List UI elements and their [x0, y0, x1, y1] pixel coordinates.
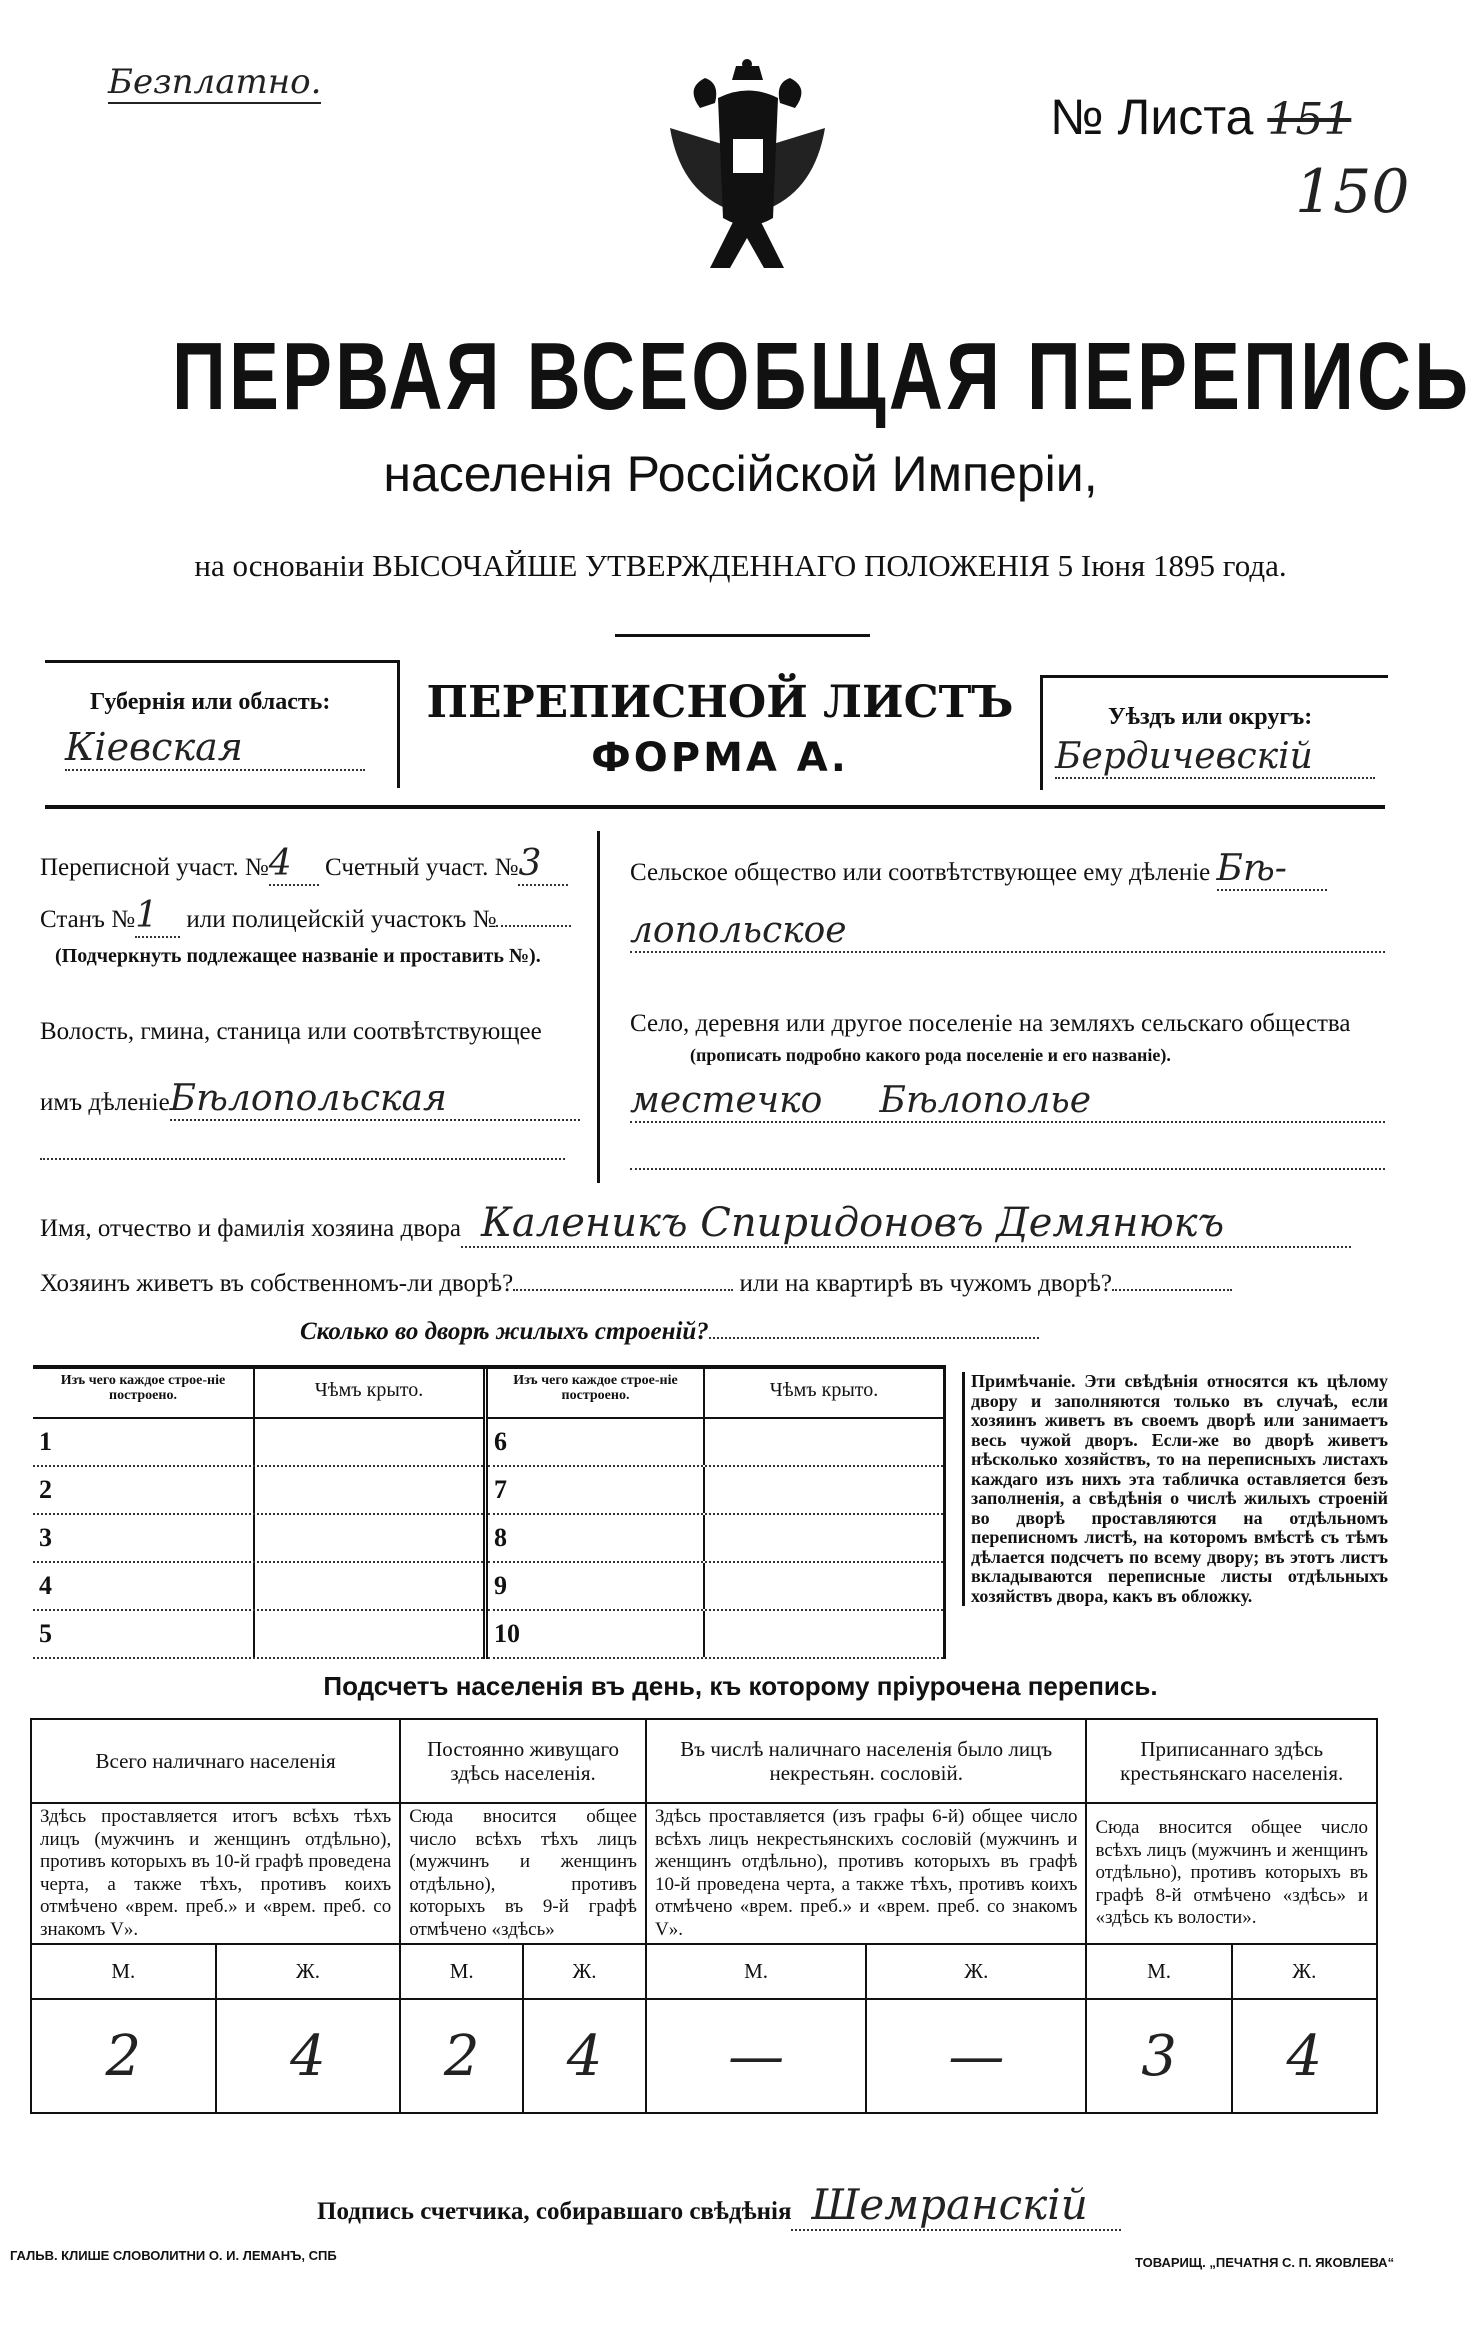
female-label: Ж. — [216, 1944, 401, 1999]
police-label: или полицейскій участокъ № — [186, 906, 497, 933]
roof-cell[interactable] — [703, 1419, 943, 1465]
printer-right: ТОВАРИЩ. „ПЕЧАТНЯ С. П. ЯКОВЛЕВА“ — [1135, 2255, 1395, 2270]
volost-label-2: имъ дѣленіе — [40, 1089, 170, 1116]
column-divider — [597, 831, 600, 1183]
building-number: 2 — [39, 1475, 52, 1504]
stan-note: (Подчеркнуть подлежащее названіе и проставить №). — [55, 945, 541, 967]
building-row — [488, 1419, 943, 1467]
roof-cell[interactable] — [703, 1515, 943, 1561]
subtitle: населенія Россійской Имперіи, — [383, 446, 1098, 502]
own-yard-label: Хозяинъ живетъ въ собственномъ-ли дворѣ? — [40, 1270, 514, 1297]
building-row — [33, 1563, 483, 1611]
sheet-number-label: № Листа 151 — [1050, 89, 1352, 145]
building-row — [488, 1515, 943, 1563]
col-material-header: Изъ чего каждое строе-ніе построено. — [60, 1373, 226, 1403]
own-yard-field[interactable] — [513, 1289, 733, 1291]
residence-row — [40, 1270, 1232, 1298]
material-cell[interactable] — [488, 1467, 703, 1513]
owner-field[interactable]: Каленикъ Спиридоновъ Демянюкъ — [461, 1200, 1351, 1248]
female-label: Ж. — [866, 1944, 1086, 1999]
population-col-desc: Сюда вносится общее число всѣхъ лицъ (мужчинъ и женщинъ отдѣльно), противъ которыхъ въ графѣ 8-й отмѣчено «здѣсь» и «здѣсь къ волости». — [1086, 1803, 1377, 1944]
population-col-desc: Здѣсь проставляется итогъ всѣхъ тѣхъ лицъ (мужчинъ и женщинъ отдѣльно), противъ которыхъ въ 10-й графѣ проведена черта, а также тѣхъ, противъ коихъ отмѣчено «врем. преб.» и «врем. преб. со знакомъ V». — [31, 1803, 400, 1944]
rent-field[interactable] — [1112, 1289, 1232, 1291]
roof-cell[interactable] — [703, 1611, 943, 1657]
building-number: 7 — [494, 1475, 507, 1504]
stan-field[interactable]: 1 — [135, 895, 180, 938]
building-row — [488, 1467, 943, 1515]
population-col-header: Всего наличнаго населенія — [31, 1719, 400, 1803]
roof-cell[interactable] — [253, 1515, 483, 1561]
count-district-label: Счетный участ. № — [325, 854, 519, 881]
roof-cell[interactable] — [253, 1467, 483, 1513]
village-type: местечко — [630, 1080, 823, 1121]
building-row — [33, 1611, 483, 1659]
female-label: Ж. — [1232, 1944, 1377, 1999]
note-text: Эти свѣдѣнія относятся къ цѣлому двору и заполняются только въ случаѣ, если хозяинъ живетъ въ своемъ дворѣ или занимаетъ весь чужой дворъ. Если-же во дворѣ живетъ нѣсколько хозяйствъ, то на переписныхъ листахъ каждаго изъ нихъ эта табличка оставляется безъ заполненія, а свѣдѣнія о числѣ жилыхъ строеній во дворѣ проставляются на отдѣльномъ переписномъ листѣ, на которомъ вмѣстѣ съ тѣмъ дѣлается подсчетъ по всему двору; въ этотъ листъ вкладываются переписные листы отдѣльныхъ хозяйствъ двора, какъ въ обложку. — [971, 1371, 1389, 1606]
building-number: 6 — [494, 1427, 507, 1456]
building-row — [33, 1467, 483, 1515]
building-row — [488, 1611, 943, 1659]
form-name: ФОРМА А. — [591, 735, 849, 781]
owner-label: Имя, отчество и фамилія хозяина двора — [40, 1215, 461, 1242]
count-district-field[interactable]: 3 — [518, 843, 568, 886]
material-cell[interactable] — [488, 1515, 703, 1561]
material-cell[interactable] — [33, 1515, 253, 1561]
population-col-desc: Сюда вносится общее число всѣхъ тѣхъ лицъ (мужчинъ и женщинъ отдѣльно), противъ которыхъ въ 9-й графѣ отмѣчено «здѣсь» — [400, 1803, 646, 1944]
building-number: 4 — [39, 1571, 52, 1600]
village-note: (прописать подробно какого рода поселеніе и его названіе). — [690, 1045, 1171, 1065]
buildings-label: Сколько во дворѣ жилыхъ строеній? — [300, 1318, 709, 1345]
buildings-right — [488, 1369, 946, 1659]
material-cell[interactable] — [33, 1467, 253, 1513]
material-cell[interactable] — [488, 1419, 703, 1465]
building-number: 10 — [494, 1619, 520, 1648]
roof-cell[interactable] — [253, 1611, 483, 1657]
buildings-table — [33, 1365, 946, 1659]
material-cell[interactable] — [33, 1611, 253, 1657]
rent-label: или на квартирѣ въ чужомъ дворѣ? — [739, 1270, 1113, 1297]
police-field[interactable] — [496, 925, 571, 927]
uyezd-label: Уѣздъ или округъ: — [1108, 704, 1313, 730]
population-title: Подсчетъ населенія въ день, къ которому пріурочена перепись. — [323, 1671, 1158, 1701]
uyezd-field[interactable]: Бердичевскій — [1055, 736, 1375, 779]
roof-cell[interactable] — [253, 1419, 483, 1465]
district-row — [40, 843, 568, 886]
material-cell[interactable] — [488, 1611, 703, 1657]
female-label: Ж. — [523, 1944, 646, 1999]
village-field[interactable] — [630, 1080, 1385, 1123]
stan-label: Станъ № — [40, 906, 136, 933]
double-headed-eagle-emblem — [660, 58, 835, 288]
village-label: Село, деревня или другое поселеніе на земляхъ сельскаго общества — [630, 1010, 1351, 1037]
owner-row — [40, 1200, 1351, 1248]
population-col-header: Въ числѣ наличнаго населенія было лицъ некрестьян. сословій. — [646, 1719, 1087, 1803]
buildings-row — [300, 1318, 1039, 1346]
ornament-divider — [615, 634, 870, 637]
female-count[interactable]: 4 — [1232, 1999, 1377, 2113]
roof-cell[interactable] — [703, 1467, 943, 1513]
volost-label: Волость, гмина, станица или соотвѣтствующее — [40, 1018, 542, 1045]
page-title: ПЕРВАЯ ВСЕОБЩАЯ ПЕРЕПИСЬ — [172, 323, 1472, 430]
building-number: 5 — [39, 1619, 52, 1648]
building-number: 8 — [494, 1523, 507, 1552]
volost-row — [40, 1078, 580, 1121]
village-extra-line[interactable] — [630, 1168, 1385, 1170]
female-count[interactable]: 4 — [216, 1999, 401, 2113]
signature-label: Подпись счетчика, собиравшаго свѣдѣнія — [317, 2198, 792, 2225]
sheet-number-crossed: 151 — [1267, 94, 1352, 145]
col-roof-header: Чѣмъ крыто. — [253, 1369, 483, 1417]
buildings-field[interactable] — [709, 1337, 1039, 1339]
building-row — [33, 1419, 483, 1467]
guberniya-box — [45, 660, 400, 788]
signature-row — [317, 2180, 1121, 2231]
volost-field[interactable]: Бѣлопольская — [170, 1078, 580, 1121]
population-col-desc: Здѣсь проставляется (изъ графы 6-й) общее число всѣхъ лицъ некрестьянскихъ сословій (мужчинъ и женщинъ отдѣльно), противъ которыхъ въ графѣ 10-й проведена черта, а также тѣхъ, противъ коихъ отмѣчено «врем. преб.» и «врем. преб. со знакомъ V». — [646, 1803, 1087, 1944]
male-label: М. — [646, 1944, 866, 1999]
census-district-field[interactable]: 4 — [269, 843, 319, 886]
building-number: 9 — [494, 1571, 507, 1600]
male-count[interactable]: 3 — [1086, 1999, 1231, 2113]
material-cell[interactable] — [33, 1419, 253, 1465]
male-count[interactable]: — — [646, 1999, 866, 2113]
roof-cell[interactable] — [703, 1563, 943, 1609]
volost-extra-line[interactable] — [40, 1158, 565, 1160]
col-roof-header: Чѣмъ крыто. — [703, 1369, 943, 1417]
sheet-number-value: 150 — [1295, 157, 1410, 227]
female-count[interactable]: 4 — [523, 1999, 646, 2113]
buildings-left — [33, 1369, 488, 1659]
legal-basis: на основаніи ВЫСОЧАЙШЕ УТВЕРЖДЕННАГО ПОЛОЖЕНІЯ 5 Іюня 1895 года. — [194, 548, 1287, 583]
male-count[interactable]: 2 — [31, 1999, 216, 2113]
material-cell[interactable] — [33, 1563, 253, 1609]
guberniya-label: Губернія или область: — [90, 689, 331, 715]
material-cell[interactable] — [488, 1563, 703, 1609]
society-label: Сельское общество или соотвѣтствующее ему дѣленіе — [630, 859, 1211, 886]
printer-left: ГАЛЬВ. КЛИШЕ СЛОВОЛИТНИ О. И. ЛЕМАНЪ, СПБ — [10, 2248, 337, 2263]
village-name: Бѣлополье — [879, 1080, 1092, 1121]
female-count[interactable]: — — [866, 1999, 1086, 2113]
population-table — [30, 1718, 1378, 2114]
guberniya-field[interactable]: Кіевская — [65, 725, 365, 771]
census-district-label: Переписной участ. № — [40, 854, 269, 881]
population-col-header: Приписаннаго здѣсь крестьянскаго населенія. — [1086, 1719, 1377, 1803]
stan-row — [40, 895, 571, 938]
roof-cell[interactable] — [253, 1563, 483, 1609]
building-number: 1 — [39, 1427, 52, 1456]
divider — [45, 805, 1385, 809]
male-label: М. — [1086, 1944, 1231, 1999]
male-label: М. — [31, 1944, 216, 1999]
building-row — [33, 1515, 483, 1563]
population-col-header: Постоянно живущаго здѣсь населенія. — [400, 1719, 646, 1803]
building-row — [488, 1563, 943, 1611]
free-label: Безплатно. — [108, 62, 322, 102]
society-row — [630, 848, 1327, 891]
uyezd-box — [1040, 675, 1388, 790]
society-field-2[interactable]: лопольское — [630, 910, 1385, 953]
signature-field[interactable]: Шемранскій — [791, 2180, 1121, 2231]
note-block — [962, 1372, 1388, 1606]
sheet-title: ПЕРЕПИСНОЙ ЛИСТЪ — [426, 677, 1014, 728]
male-count[interactable]: 2 — [400, 1999, 523, 2113]
building-number: 3 — [39, 1523, 52, 1552]
male-label: М. — [400, 1944, 523, 1999]
note-title: Примѣчаніе. — [971, 1371, 1076, 1391]
col-material-header: Изъ чего каждое строе-ніе построено. — [513, 1373, 678, 1403]
society-field[interactable]: Бѣ- — [1217, 848, 1327, 891]
